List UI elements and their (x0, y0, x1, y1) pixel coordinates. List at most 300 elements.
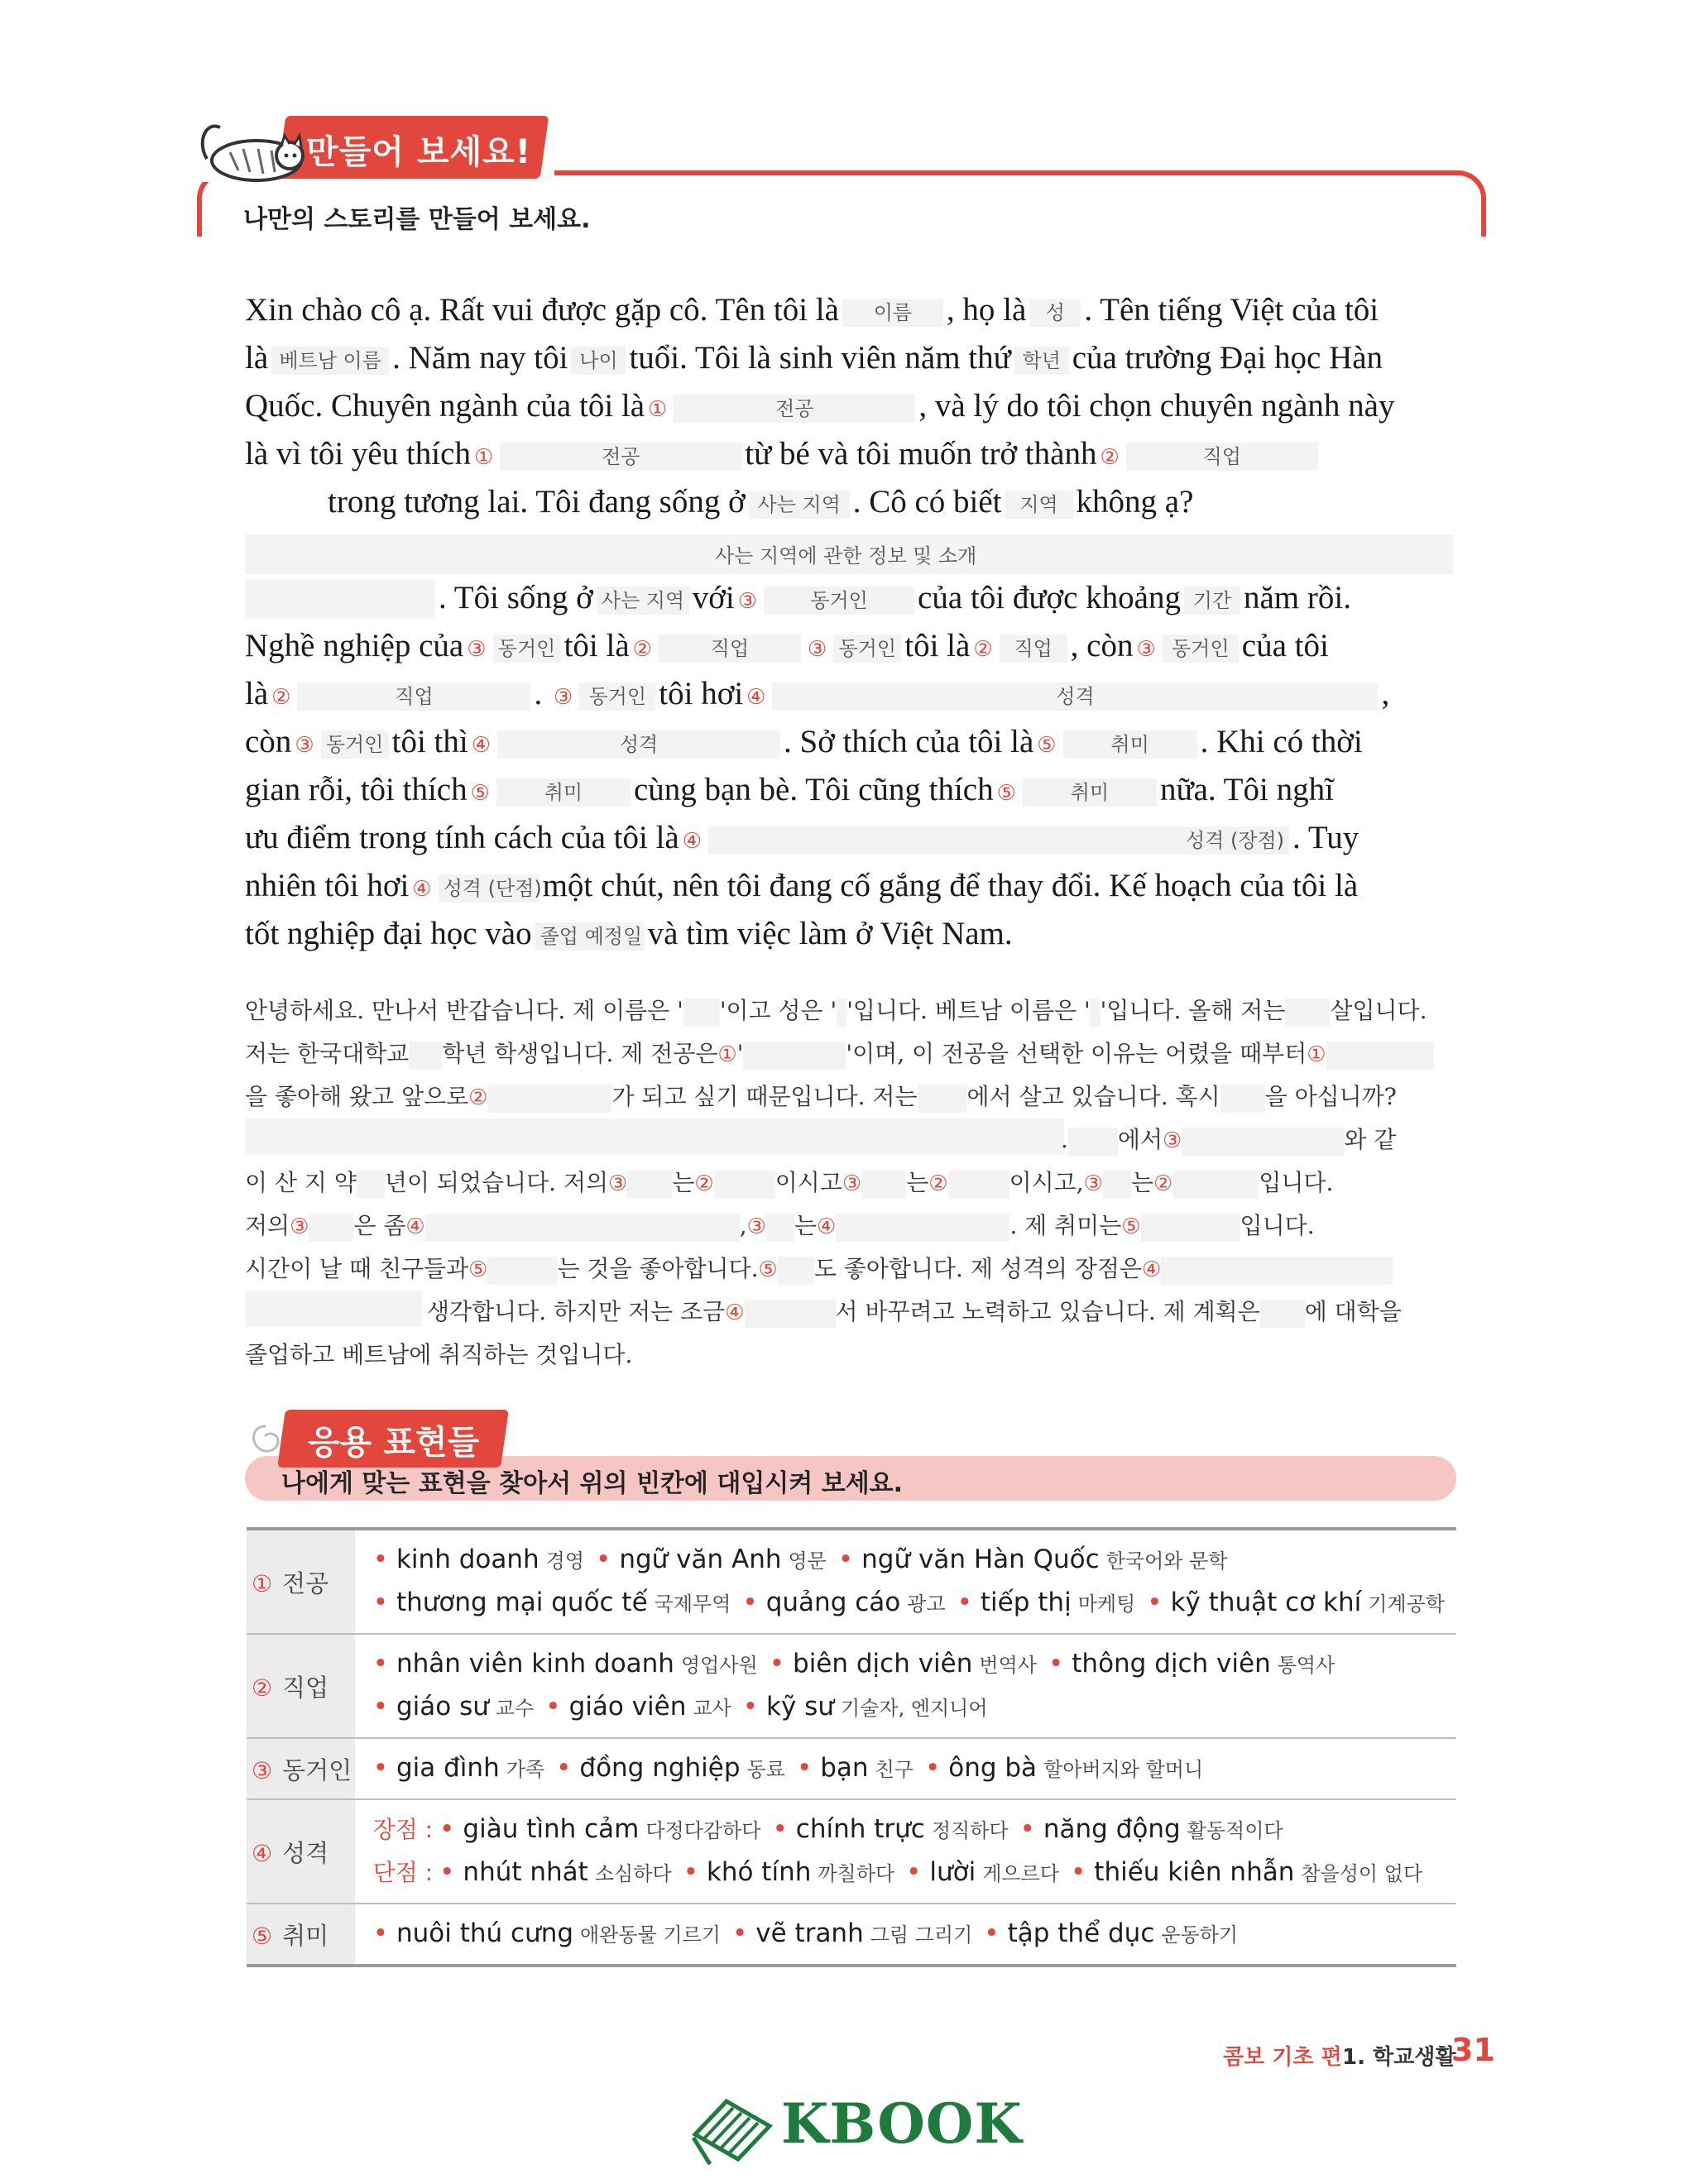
vn-text: , (1381, 676, 1390, 711)
bullet-icon: • (545, 1692, 561, 1722)
category-cell (247, 1529, 355, 1634)
kr-blank (778, 1257, 814, 1285)
bullet-icon: • (439, 1814, 455, 1844)
expression-vn: thiếu kiên nhẫn (1094, 1857, 1295, 1887)
expression-kr: 국제무역 (654, 1592, 731, 1616)
instruction-subtitle: 나만의 스토리를 만들어 보세요. (243, 205, 591, 234)
footer-chapter: 1. 학교생활 (1342, 2045, 1456, 2070)
expression-vn: ngữ văn Hàn Quốc (861, 1545, 1100, 1574)
blank-demerit: 성격 (단점) (439, 874, 539, 903)
blank-job: 직업 (1000, 635, 1067, 663)
kr-blank (1326, 1042, 1434, 1070)
marker-1: ① (1307, 1042, 1326, 1067)
expression-kr: 친구 (875, 1758, 914, 1781)
bullet-icon: • (372, 1918, 388, 1948)
blank-major: 전공 (674, 395, 915, 423)
kr-blank (837, 999, 846, 1027)
kr-blank (766, 1214, 794, 1242)
blank-personality: 성격 (497, 730, 780, 759)
expression-kr: 기술자, 엔지니어 (840, 1697, 988, 1720)
kr-text: , (739, 1212, 747, 1239)
vn-text: là (245, 340, 269, 376)
kr-text: 와 같 (1344, 1126, 1397, 1153)
marker-2: ② (632, 637, 652, 662)
kr-text: . (1061, 1126, 1068, 1153)
marker-4: ④ (1142, 1257, 1162, 1282)
cat-mascot-icon (192, 109, 308, 185)
marker-2: ② (1100, 445, 1120, 470)
vn-text: tôi là (563, 628, 630, 663)
category-number: ② (252, 1674, 273, 1702)
vn-text: năm rồi. (1243, 580, 1351, 615)
kr-text: 저의 (245, 1212, 290, 1239)
kr-blank (309, 1214, 353, 1242)
marker-2: ② (468, 1085, 488, 1110)
kr-text: 입니다. (1240, 1212, 1315, 1239)
blank-job: 직업 (659, 635, 801, 663)
kr-line-3 (245, 1079, 1453, 1113)
expression-line (373, 1808, 1456, 1851)
category-cell (247, 1799, 355, 1904)
kr-text: 서 바꾸려고 노력하고 있습니다. 제 계획은 (835, 1298, 1260, 1325)
bullet-icon: • (906, 1857, 922, 1887)
kr-text: '이고 성은 ' (719, 997, 837, 1024)
vn-text: một chút, nên tôi đang cố gắng để thay đổi. Kế hoạch của tôi là (542, 868, 1359, 903)
blank-major: 전공 (500, 443, 741, 471)
marker-4: ④ (725, 1300, 745, 1325)
blank-hobby: 취미 (1063, 730, 1197, 759)
marker-4: ④ (412, 877, 432, 902)
vn-line-3 (245, 387, 1453, 424)
expression-vn: giáo viên (568, 1692, 687, 1722)
kr-line-1 (245, 993, 1453, 1027)
marker-5: ⑤ (1037, 733, 1057, 758)
marker-5: ⑤ (468, 1257, 488, 1282)
category-cell (247, 1634, 355, 1738)
expression-kr: 애완동물 기르기 (580, 1923, 721, 1947)
vn-text: ưu điểm trong tính cách của tôi là (245, 820, 679, 855)
marker-4: ④ (746, 685, 766, 710)
marker-3: ③ (1163, 1128, 1182, 1153)
expression-vn: thương mại quốc tế (396, 1588, 648, 1617)
vn-text: , và lý do tôi chọn chuyên ngành này (918, 388, 1395, 424)
marker-1: ① (648, 397, 668, 422)
kr-text: 시간이 날 때 친구들과 (245, 1255, 469, 1282)
expression-vn: ông bà (948, 1753, 1038, 1783)
blank-period: 기간 (1184, 587, 1240, 615)
blank-year: 학년 (1014, 347, 1069, 375)
vn-text: là vì tôi yêu thích (245, 436, 471, 472)
vn-text: tốt nghiệp đại học vào (245, 916, 532, 951)
expression-kr: 통역사 (1277, 1654, 1336, 1677)
vn-text: . Tuy (1292, 820, 1360, 855)
expression-vn: lười (929, 1857, 976, 1887)
blank-job: 직업 (1126, 443, 1318, 471)
kr-blank (487, 1257, 557, 1285)
category-cell (247, 1904, 355, 1966)
vn-text: và tìm việc làm ở Việt Nam. (647, 916, 1013, 951)
bullet-icon: • (372, 1588, 388, 1617)
vn-text: . Sở thích của tôi là (784, 724, 1034, 759)
expression-vn: giáo sư (396, 1692, 489, 1722)
expression-kr: 그림 그리기 (870, 1923, 973, 1947)
marker-2: ② (973, 637, 993, 662)
kr-blank (1182, 1128, 1344, 1156)
blank-hobby: 취미 (496, 778, 631, 807)
bullet-icon: • (556, 1753, 572, 1783)
marker-3: ③ (467, 637, 487, 662)
bullet-icon: • (796, 1753, 813, 1783)
vn-text: Xin chào cô ạ. Rất vui được gặp cô. Tên tôi là (245, 292, 839, 328)
expression-kr: 마케팅 (1077, 1592, 1136, 1616)
kr-blank (245, 1291, 422, 1327)
kr-text: 년이 되었습니다. 저의 (384, 1169, 609, 1196)
marker-4: ④ (405, 1214, 425, 1239)
blank-companion: 동거인 (764, 587, 914, 615)
kr-text: 에 대학을 (1304, 1298, 1402, 1325)
vn-text: . Khi có thời (1200, 724, 1363, 759)
kr-text: . 제 취미는 (1009, 1212, 1122, 1239)
blank-name: 이름 (842, 299, 943, 327)
kr-line-9 (245, 1337, 1453, 1370)
expression-kr: 교사 (693, 1697, 731, 1720)
kr-text: 가 되고 싶기 때문입니다. 저는 (611, 1083, 918, 1110)
blank-age: 나이 (571, 347, 626, 375)
kr-text: 에서 (1117, 1126, 1163, 1153)
kr-blank (836, 1214, 1009, 1242)
expression-row (247, 1634, 1456, 1738)
kr-text: 졸업하고 베트남에 취직하는 것입니다. (245, 1341, 633, 1368)
kr-blank (1172, 1171, 1259, 1199)
kr-text: 이 산 지 약 (245, 1169, 357, 1196)
expression-vn: chính trực (795, 1814, 925, 1844)
category-label: 전공 (282, 1569, 329, 1597)
expression-kr: 광고 (907, 1592, 946, 1616)
kr-blank (1161, 1257, 1393, 1285)
expression-kr: 기계공학 (1368, 1592, 1445, 1616)
expression-kr: 한국어와 문학 (1105, 1549, 1228, 1573)
expression-vn: nhân viên kinh doanh (396, 1649, 674, 1679)
expression-vn: kinh doanh (396, 1545, 539, 1574)
kbook-logo-text: KBOOK (781, 2091, 1023, 2156)
kr-text: 는 (1130, 1169, 1153, 1196)
kr-text: 입니다. (1259, 1169, 1334, 1196)
kr-blank (1260, 1300, 1305, 1328)
kr-blank (948, 1171, 1009, 1199)
expression-vn: bạn (820, 1753, 869, 1783)
bullet-icon: • (742, 1588, 758, 1617)
expression-vn: ngữ văn Anh (619, 1545, 782, 1574)
expression-vn: giàu tình cảm (463, 1814, 640, 1844)
expression-line (373, 1913, 1456, 1956)
kr-blank (743, 1042, 846, 1070)
marker-2: ② (928, 1171, 948, 1196)
items-cell (355, 1634, 1456, 1738)
bullet-icon: • (372, 1545, 388, 1574)
vn-line-14 (245, 915, 1453, 952)
kr-line-7 (245, 1251, 1453, 1285)
kr-line-8 (427, 1294, 1458, 1328)
marker-4: ④ (682, 829, 703, 854)
expression-row (247, 1799, 1456, 1904)
kr-text: 을 아십니까? (1264, 1083, 1397, 1110)
bullet-icon: • (1019, 1814, 1035, 1844)
expression-vn: quảng cáo (765, 1588, 901, 1617)
bullet-icon: • (1147, 1588, 1163, 1617)
section-label: 만들어 보세요! (306, 133, 532, 171)
category-cell (247, 1738, 355, 1799)
kr-text: 는 (672, 1169, 695, 1196)
marker-3: ③ (1136, 637, 1156, 662)
kr-text: 학년 학생입니다. 제 전공은 (442, 1040, 718, 1067)
bullet-icon: • (837, 1545, 854, 1574)
vn-line-11 (245, 771, 1453, 808)
blank-vn-name: 베트남 이름 (271, 347, 389, 375)
kr-text: 살입니다. (1330, 997, 1427, 1024)
marker-2: ② (271, 685, 291, 710)
blank-companion: 동거인 (833, 635, 901, 663)
bullet-icon: • (957, 1588, 972, 1617)
kr-blank (627, 1171, 672, 1199)
vn-text: . Tên tiếng Việt của tôi (1084, 292, 1379, 328)
bullet-icon: • (769, 1649, 785, 1679)
kr-blank (1220, 1085, 1265, 1113)
marker-4: ④ (471, 733, 492, 758)
kr-blank (714, 1171, 775, 1199)
expression-vn: năng động (1043, 1814, 1181, 1844)
expression-vn: thông dịch viên (1072, 1649, 1271, 1679)
kr-text: 이시고 (774, 1169, 842, 1196)
bullet-icon: • (683, 1857, 698, 1887)
category-label: 취미 (282, 1921, 329, 1950)
vn-text: , còn (1070, 628, 1134, 663)
kr-text: '입니다. 올해 저는 (1100, 997, 1286, 1024)
expression-line (373, 1643, 1456, 1686)
expression-row (247, 1904, 1456, 1966)
marker-2: ② (1153, 1171, 1173, 1196)
category-label: 직업 (282, 1673, 329, 1702)
marker-3: ③ (842, 1171, 862, 1196)
expression-vn: đồng nghiệp (579, 1753, 741, 1783)
blank-job: 직업 (297, 682, 530, 711)
marker-5: ⑤ (1121, 1214, 1141, 1239)
expression-row (247, 1529, 1456, 1634)
marker-3: ③ (746, 1214, 766, 1239)
expression-vn: gia đình (396, 1753, 500, 1783)
expression-kr: 영업사원 (680, 1654, 758, 1677)
expression-line (373, 1582, 1456, 1625)
vn-text: không ạ? (1076, 484, 1194, 520)
kr-text: 을 좋아해 왔고 앞으로 (245, 1083, 469, 1110)
kr-text: '이며, 이 전공을 선택한 이유는 어렸을 때부터 (846, 1040, 1307, 1067)
page-number: 31 (1451, 2032, 1495, 2068)
kr-text: 저는 한국대학교 (245, 1040, 410, 1067)
blank-companion: 동거인 (321, 730, 389, 759)
bullet-icon: • (596, 1545, 611, 1574)
vn-line-12 (245, 819, 1453, 856)
expression-kr: 영문 (788, 1549, 827, 1573)
vn-text: của tôi được khoảng (918, 580, 1181, 615)
expression-vn: tiếp thị (980, 1588, 1072, 1617)
bullet-icon: • (439, 1857, 455, 1887)
marker-3: ③ (295, 733, 314, 758)
kr-text: 도 좋아합니다. 제 성격의 장점은 (813, 1255, 1142, 1282)
bullet-icon: • (1048, 1649, 1064, 1679)
kr-blank (1091, 999, 1101, 1027)
expression-kr: 정직하다 (931, 1819, 1009, 1842)
expression-kr: 운동하기 (1161, 1923, 1239, 1947)
blank-companion: 동거인 (579, 682, 655, 711)
vn-line-13 (245, 867, 1453, 904)
expression-kr: 번역사 (979, 1654, 1037, 1677)
marker-3: ③ (553, 685, 573, 710)
marker-3: ③ (608, 1171, 628, 1196)
vn-text: trong tương lai. Tôi đang sống ở (328, 484, 746, 520)
kr-blank (683, 999, 720, 1027)
marker-3: ③ (290, 1214, 309, 1239)
kr-blank (1285, 999, 1330, 1027)
expression-vn: biên dịch viên (793, 1649, 973, 1679)
vn-line-8 (245, 627, 1453, 664)
bullet-icon: • (372, 1649, 388, 1679)
expression-kr: 동료 (746, 1758, 785, 1781)
category-number: ① (252, 1569, 273, 1597)
expression-kr: 교수 (495, 1697, 535, 1720)
kr-text: 이시고, (1009, 1169, 1084, 1196)
kr-blank (861, 1171, 906, 1199)
kr-text: 는 것을 좋아합니다. (557, 1255, 759, 1282)
vn-text: . Cô có biết (852, 484, 1002, 520)
kr-text: 안녕하세요. 만나서 반갑습니다. 제 이름은 ' (245, 997, 683, 1024)
expression-kr: 다정다감하다 (645, 1819, 761, 1842)
category-number: ③ (252, 1756, 273, 1784)
kr-blank (487, 1085, 611, 1113)
expression-vn: vẽ tranh (755, 1918, 864, 1948)
kr-blank (1103, 1171, 1131, 1199)
vn-text: nhiên tôi hơi (245, 868, 410, 903)
kr-text: ' (736, 1040, 744, 1067)
expression-line (373, 1539, 1456, 1582)
items-cell (355, 1904, 1456, 1966)
vn-text: tôi là (904, 628, 971, 663)
vn-line-2 (245, 339, 1453, 376)
demerit-label: 단점 : (372, 1859, 434, 1886)
vn-text: với (692, 580, 735, 615)
blank-hobby: 취미 (1023, 778, 1157, 807)
bullet-icon: • (984, 1918, 1000, 1948)
blank-merit: 성격 (장점) (708, 826, 1289, 855)
vn-text: tôi thì (391, 724, 468, 759)
bullet-icon: • (731, 1918, 748, 1948)
vn-text: tuổi. Tôi là sinh viên năm thứ (629, 340, 1011, 376)
vn-text: nữa. Tôi nghĩ (1159, 772, 1334, 807)
marker-3: ③ (737, 589, 758, 614)
blank-grad: 졸업 예정일 (535, 922, 645, 951)
vn-line-5 (245, 483, 1453, 520)
blank-region: 지역 (1005, 491, 1073, 519)
expression-vn: kỹ thuật cơ khí (1170, 1588, 1362, 1617)
category-number: ⑤ (252, 1922, 273, 1950)
marker-5: ⑤ (470, 781, 490, 806)
expression-kr: 게으르다 (982, 1862, 1059, 1885)
bullet-icon: • (372, 1692, 388, 1722)
bullet-icon: • (1071, 1857, 1086, 1887)
kr-blank (357, 1171, 385, 1199)
expression-kr: 할아버지와 할머니 (1043, 1758, 1204, 1781)
vn-line-7 (439, 579, 1456, 616)
marker-1: ① (717, 1042, 737, 1067)
kr-text: 는 (906, 1169, 929, 1196)
marker-4: ④ (817, 1214, 837, 1239)
expression-kr: 활동적이다 (1187, 1819, 1283, 1842)
expression-kr: 소심하다 (594, 1862, 672, 1885)
kr-blank (918, 1085, 967, 1113)
vn-text: Quốc. Chuyên ngành của tôi là (245, 388, 645, 424)
vn-text: còn (245, 724, 292, 759)
kr-blank (425, 1214, 740, 1242)
items-cell (355, 1529, 1456, 1634)
expression-line (373, 1686, 1456, 1729)
vn-text: . Năm nay tôi (392, 340, 568, 376)
blank-region-info (245, 579, 435, 619)
expressions-label: 응용 표현들 (308, 1424, 480, 1462)
kr-line-6 (245, 1208, 1453, 1242)
vn-text: . Tôi sống ở (439, 580, 593, 615)
expressions-instruction: 나에게 맞는 표현을 찾아서 위의 빈칸에 대입시켜 보세요. (281, 1469, 904, 1498)
kr-line-2 (245, 1036, 1453, 1070)
kr-blank-region-info (245, 1118, 1064, 1155)
vn-text: từ bé và tôi muốn trở thành (745, 436, 1097, 472)
blank-region-info-label: 사는 지역에 관한 정보 및 소개 (715, 544, 977, 568)
kr-text: 생각합니다. 하지만 저는 조금 (427, 1298, 726, 1325)
blank-place: 사는 지역 (749, 491, 850, 519)
category-label: 성격 (282, 1838, 329, 1867)
vn-text: gian rỗi, tôi thích (245, 772, 468, 807)
expression-vn: nhút nhát (463, 1857, 588, 1887)
expression-vn: khó tính (706, 1857, 812, 1887)
vn-line-9: là ② 직업 . ③ 동거인 tôi hơi ④ 성격 , (245, 676, 1390, 711)
items-cell (355, 1799, 1456, 1904)
expression-vn: tập thể dục (1007, 1918, 1155, 1948)
marker-5: ⑤ (996, 781, 1016, 806)
expression-line (373, 1851, 1456, 1894)
vn-line-10 (245, 723, 1453, 760)
expression-line (373, 1747, 1456, 1790)
bullet-icon: • (372, 1753, 388, 1783)
expression-kr: 참을성이 없다 (1301, 1862, 1423, 1885)
vn-text: tôi hơi (659, 676, 744, 711)
blank-companion: 동거인 (1163, 635, 1239, 663)
marker-2: ② (694, 1171, 714, 1196)
bullet-icon: • (924, 1753, 941, 1783)
vn-text: cùng bạn bè. Tôi cũng thích (633, 772, 994, 807)
vn-text: là (245, 676, 269, 711)
marker-3: ③ (1083, 1171, 1103, 1196)
vn-text: , họ là (946, 292, 1027, 328)
vn-text: của tôi (1241, 628, 1329, 663)
footer-book-title: 콤보 기초 편 (1223, 2045, 1342, 2070)
marker-5: ⑤ (758, 1257, 778, 1282)
marker-3: ③ (807, 637, 827, 662)
marker-1: ① (473, 445, 494, 470)
kr-line-5 (245, 1165, 1453, 1199)
vn-text: của trường Đại học Hàn (1072, 340, 1383, 376)
bullet-icon: • (772, 1814, 788, 1844)
kbook-logo-icon (687, 2085, 778, 2167)
expression-kr: 까칠하다 (818, 1862, 895, 1885)
bullet-icon: • (742, 1692, 759, 1722)
kr-blank (745, 1300, 836, 1328)
